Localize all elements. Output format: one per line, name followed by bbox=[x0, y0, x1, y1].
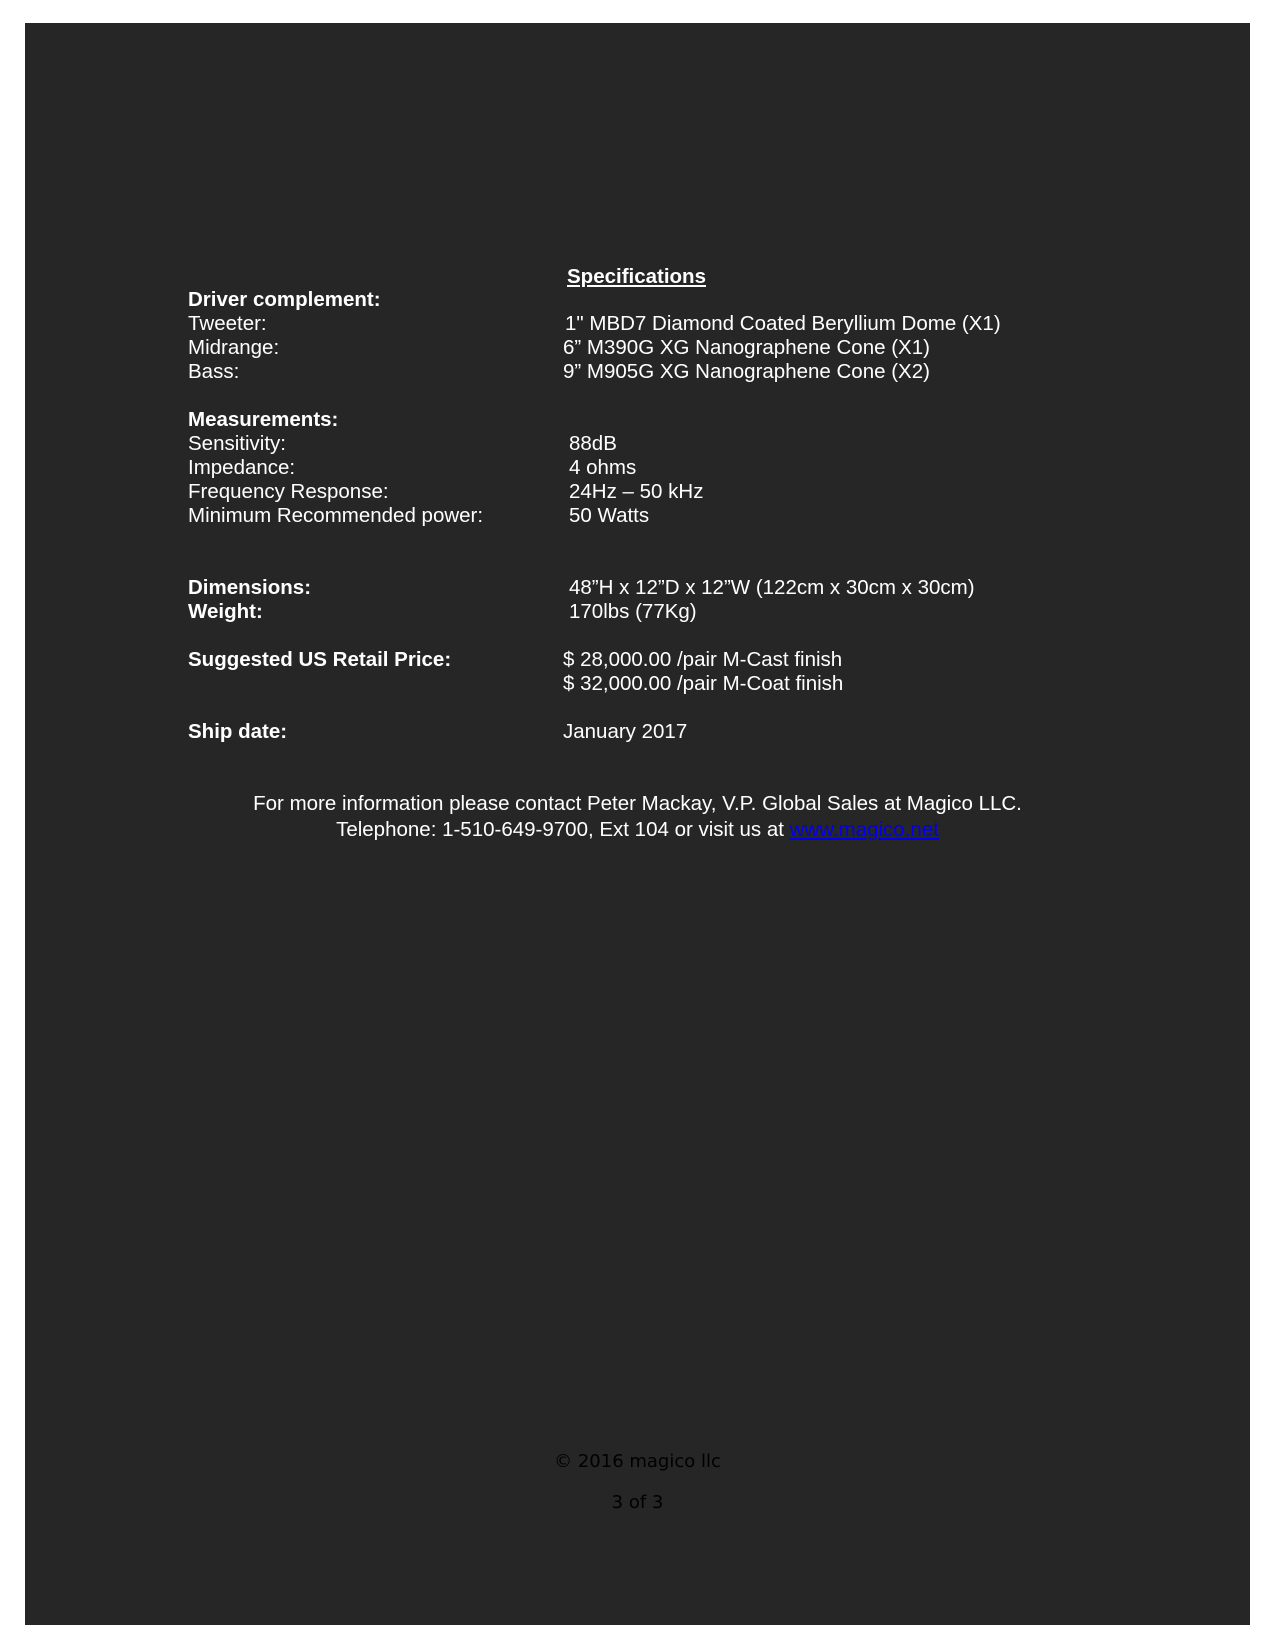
frequency-response-value: 24Hz – 50 kHz bbox=[569, 480, 704, 503]
midrange-value: 6” M390G XG Nanographene Cone (X1) bbox=[563, 336, 930, 359]
specifications-title: Specifications bbox=[567, 265, 706, 288]
measurements-heading: Measurements: bbox=[188, 408, 339, 431]
bass-label: Bass: bbox=[188, 360, 240, 383]
retail-price-label: Suggested US Retail Price: bbox=[188, 648, 452, 671]
dimensions-value: 48”H x 12”D x 12”W (122cm x 30cm x 30cm) bbox=[569, 576, 975, 599]
contact-line: For more information please contact Peter Mackay, V.P. Global Sales at Magico LLC. bbox=[253, 792, 1022, 815]
impedance-label: Impedance: bbox=[188, 456, 296, 479]
retail-price-mcast: $ 28,000.00 /pair M-Cast finish bbox=[563, 648, 843, 671]
copyright-text: © 2016 magico llc bbox=[554, 1451, 721, 1472]
frequency-response-label: Frequency Response: bbox=[188, 480, 389, 503]
minimum-power-label: Minimum Recommended power: bbox=[188, 504, 484, 527]
sensitivity-label: Sensitivity: bbox=[188, 432, 286, 455]
impedance-value: 4 ohms bbox=[569, 456, 637, 479]
minimum-power-value: 50 Watts bbox=[569, 504, 650, 527]
retail-price-mcoat: $ 32,000.00 /pair M-Coat finish bbox=[563, 672, 844, 695]
ship-date-label: Ship date: bbox=[188, 720, 288, 743]
page-number: 3 of 3 bbox=[611, 1492, 664, 1513]
dimensions-label: Dimensions: bbox=[188, 576, 312, 599]
tweeter-label: Tweeter: bbox=[188, 312, 267, 335]
midrange-label: Midrange: bbox=[188, 336, 280, 359]
sensitivity-value: 88dB bbox=[569, 432, 617, 455]
ship-date-value: January 2017 bbox=[563, 720, 688, 743]
website-link[interactable]: www.magico.net bbox=[789, 818, 939, 841]
bass-value: 9” M905G XG Nanographene Cone (X2) bbox=[563, 360, 930, 383]
tweeter-value: 1" MBD7 Diamond Coated Beryllium Dome (X1) bbox=[565, 312, 1001, 335]
telephone-line bbox=[0, 818, 1275, 842]
weight-label: Weight: bbox=[188, 600, 263, 623]
driver-complement-heading: Driver complement: bbox=[188, 288, 381, 311]
telephone-text: Telephone: 1-510-649-9700, Ext 104 or visit us at bbox=[336, 818, 790, 841]
weight-value: 170lbs (77Kg) bbox=[569, 600, 697, 623]
